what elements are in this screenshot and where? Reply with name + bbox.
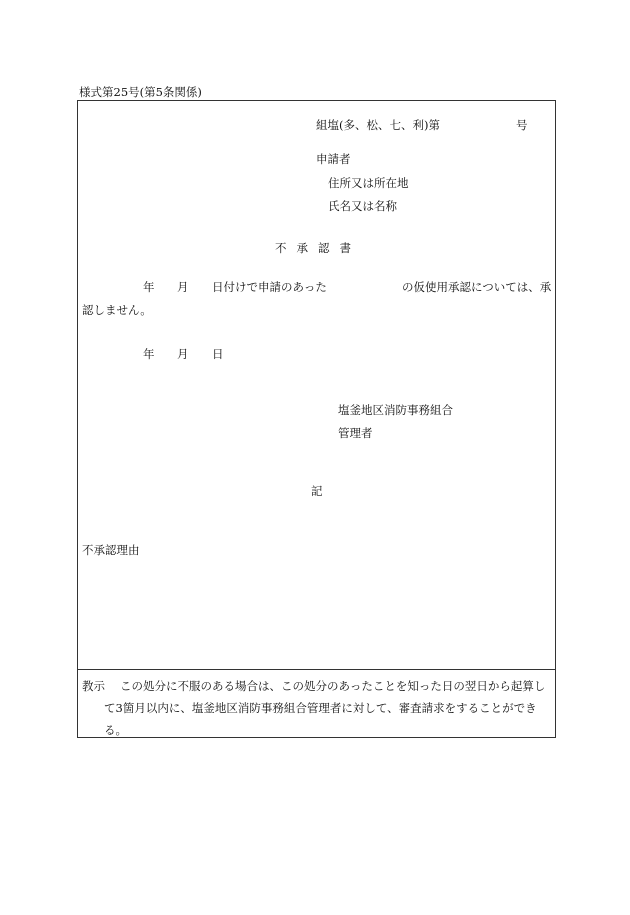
document-number-prefix: 組塩(多、松、七、利)第 <box>316 118 440 132</box>
rejection-reason-label: 不承認理由 <box>82 543 140 557</box>
applicant-address-label: 住所又は所在地 <box>328 176 409 190</box>
date-day-label: 日 <box>212 347 224 361</box>
form-number-label: 様式第25号(第5条関係) <box>79 85 202 99</box>
form-frame <box>77 100 556 738</box>
notice-divider <box>77 669 556 670</box>
date-month-label: 月 <box>177 347 189 361</box>
applicant-name-label: 氏名又は名称 <box>328 199 397 213</box>
appeal-notice-line-2: て3箇月以内に、塩釜地区消防事務組合管理者に対して、審査請求をすることができ <box>104 701 537 715</box>
body-year-label: 年 <box>143 280 155 294</box>
appeal-notice-heading: 教示 <box>82 679 105 693</box>
appeal-notice-text-1: この処分に不服のある場合は、この処分のあったことを知った日の翌日から起算し <box>120 679 546 693</box>
applicant-heading: 申請者 <box>316 152 351 166</box>
body-line-two: 認しません。 <box>82 303 152 317</box>
document-number-suffix: 号 <box>516 118 528 132</box>
issuer-organization: 塩釜地区消防事務組合 <box>338 403 453 417</box>
body-date-text: 日付けで申請のあった <box>212 280 327 294</box>
body-after-blank-text: の仮使用承認については、承 <box>402 280 552 294</box>
document-title: 不承認書 <box>275 241 361 255</box>
appeal-notice-line-3: る。 <box>104 723 127 737</box>
body-month-label: 月 <box>177 280 189 294</box>
appeal-notice <box>82 675 552 741</box>
issuer-role: 管理者 <box>338 426 373 440</box>
date-year-label: 年 <box>143 347 155 361</box>
ki-heading: 記 <box>311 484 323 498</box>
appeal-notice-line-1 <box>82 675 552 697</box>
